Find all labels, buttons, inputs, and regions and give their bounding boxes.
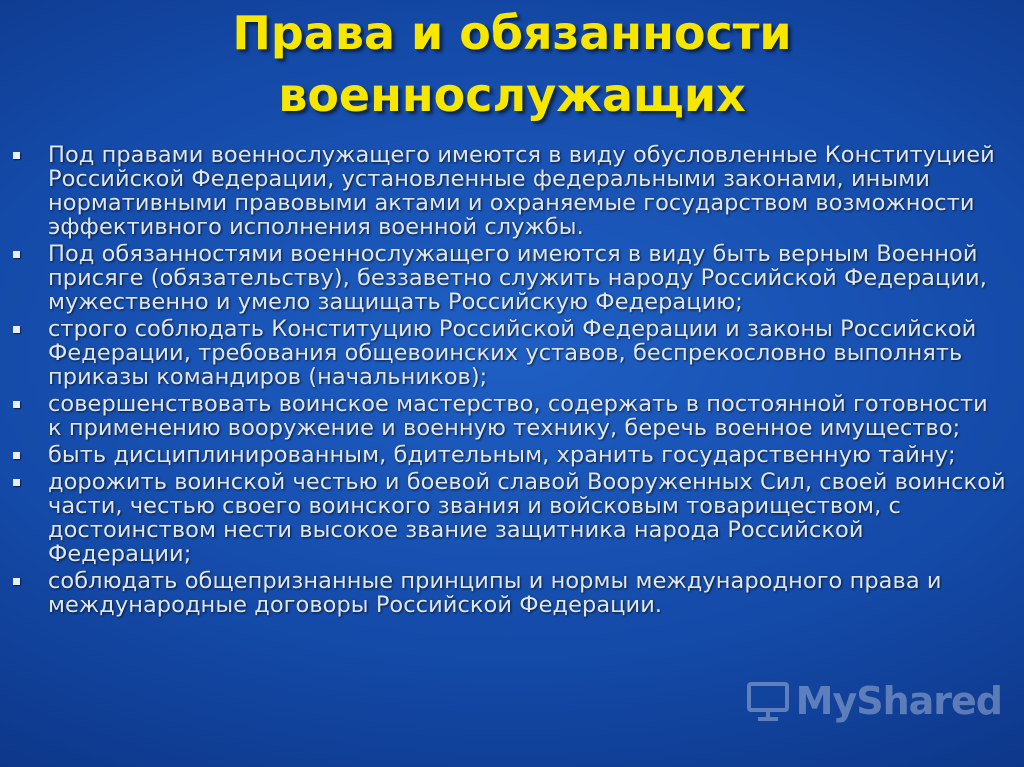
square-bullet-icon: [13, 326, 20, 333]
square-bullet-icon: [13, 578, 20, 585]
watermark-text: MyShared: [795, 679, 1002, 723]
slide-title-line-2: военнослужащих: [278, 68, 746, 122]
watermark: [746, 679, 1002, 723]
bullet-list: [8, 143, 1008, 620]
list-item: [8, 470, 1008, 566]
square-bullet-icon: [13, 251, 20, 258]
square-bullet-icon: [13, 479, 20, 486]
square-bullet-icon: [13, 452, 20, 459]
list-item-text: Под правами военнослужащего имеются в виду обусловленные Конституцией Российской Федерации, установленные федеральными законами, иными нормативными правовыми актами и охраняемые государством возможности эффективного исполнения военной службы.: [48, 142, 995, 240]
list-item: [8, 392, 1008, 440]
square-bullet-icon: [13, 401, 20, 408]
presentation-screen-icon: [746, 679, 790, 723]
square-bullet-icon: [13, 152, 20, 159]
list-item-text: дорожить воинской честью и боевой славой Вооруженных Сил, своей воинской части, честью своего воинского звания и войсковым товариществом, с достоинством нести высокое звание защитника народа Российской Федерации;: [48, 469, 1006, 567]
slide-title-line-1: Права и обязанности: [232, 6, 792, 60]
list-item-text: Под обязанностями военнослужащего имеются в виду быть верным Военной присяге (обязательству), беззаветно служить народу Российской Федерации, мужественно и умело защищать Российскую Федерацию;: [48, 241, 987, 315]
list-item: [8, 242, 1008, 314]
list-item: [8, 143, 1008, 239]
slide-title: [0, 2, 1024, 126]
list-item-text: строго соблюдать Конституцию Российской Федерации и законы Российской Федерации, требования общевоинских уставов, беспрекословно выполнять приказы командиров (начальников);: [48, 316, 977, 390]
list-item-text: совершенствовать воинское мастерство, содержать в постоянной готовности к применению вооружение и военную технику, беречь военное имущество;: [48, 391, 988, 441]
list-item: [8, 317, 1008, 389]
list-item-text: соблюдать общепризнанные принципы и нормы международного права и международные договоры Российской Федерации.: [48, 568, 942, 618]
list-item: [8, 443, 1008, 467]
list-item-text: быть дисциплинированным, бдительным, хранить государственную тайну;: [48, 442, 956, 468]
list-item: [8, 569, 1008, 617]
